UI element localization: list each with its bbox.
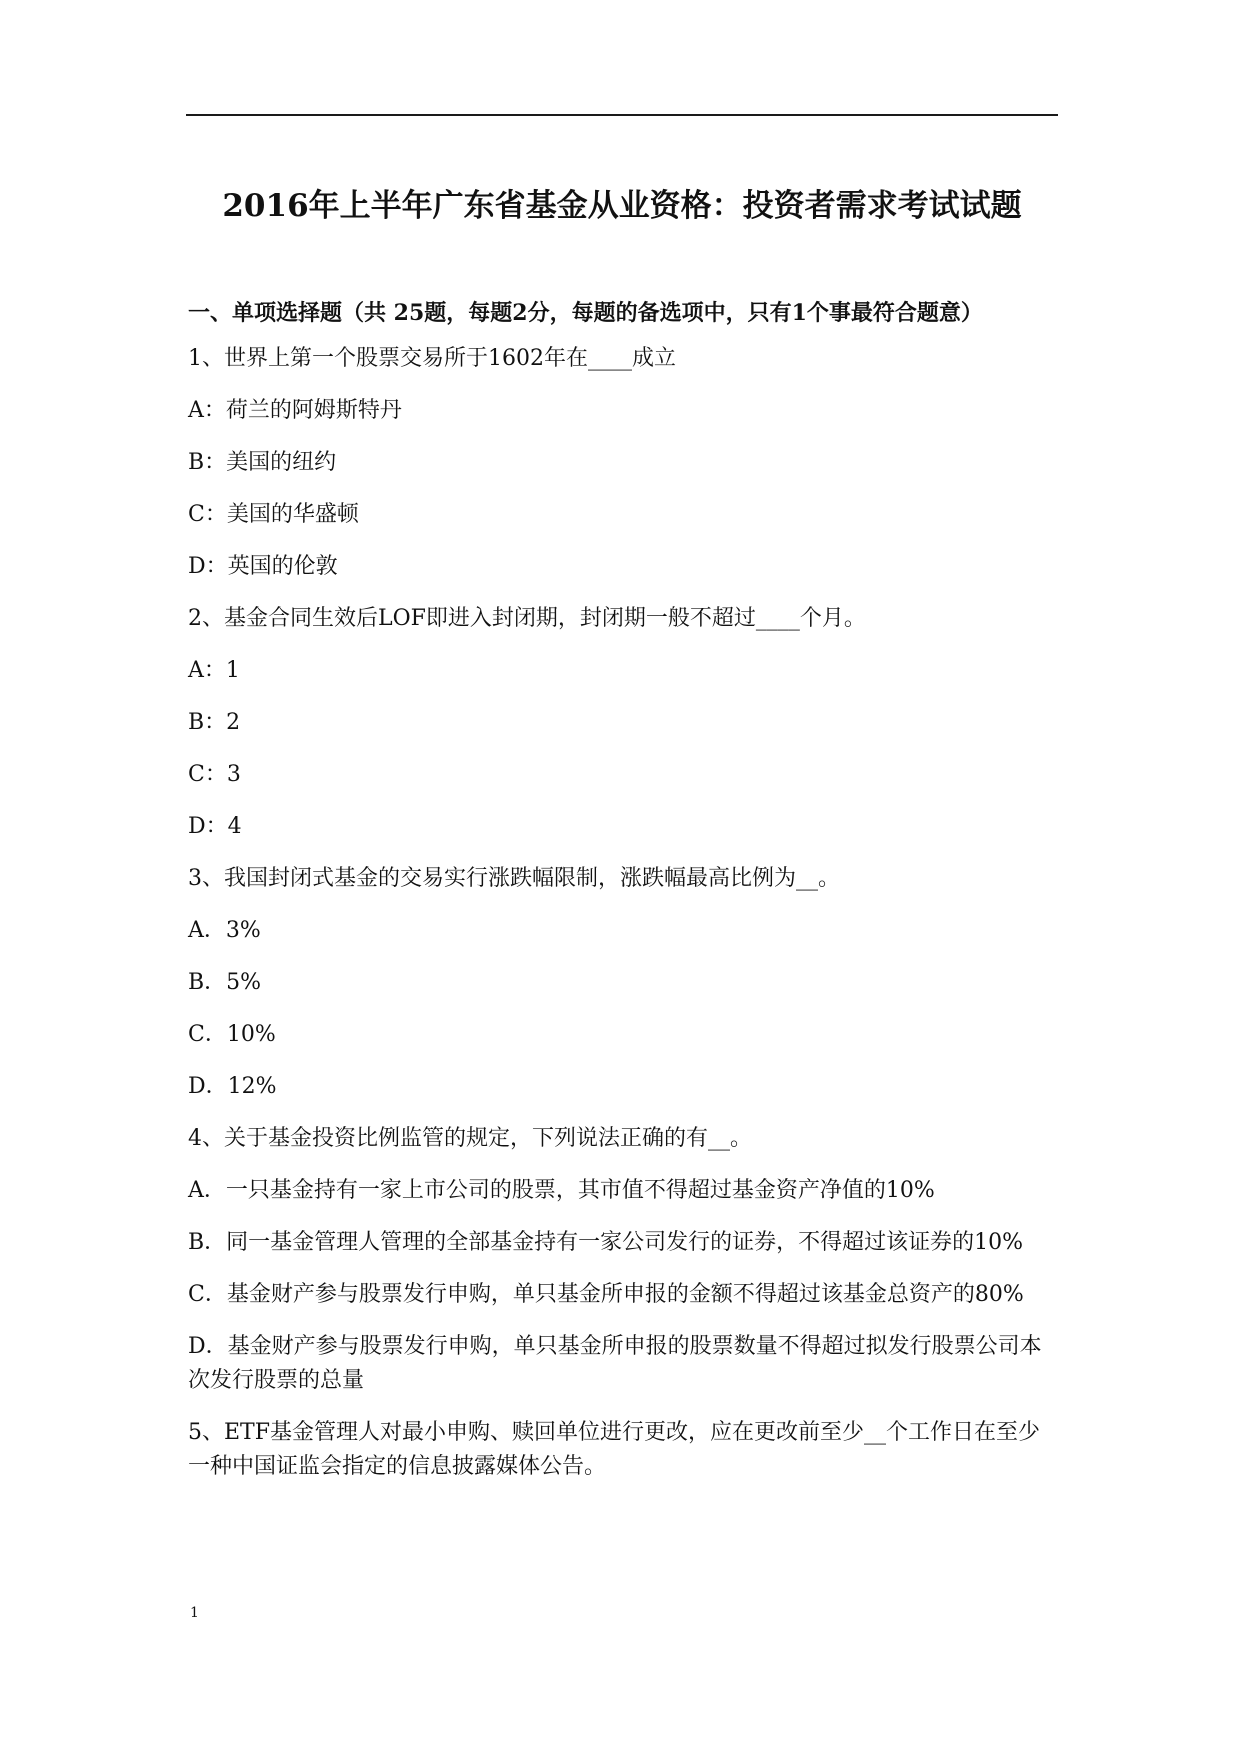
document-body <box>188 296 1056 1502</box>
question-1: 1、世界上第一个股票交易所于1602年在____成立 <box>188 346 676 371</box>
page-number: 1 <box>190 1605 199 1621</box>
question-1-option-c: C：美国的华盛顿 <box>188 502 359 527</box>
question-3-option-a: A．3% <box>188 918 261 943</box>
question-3-option-c: C．10% <box>188 1022 276 1047</box>
header-rule <box>186 114 1058 116</box>
question-5: 5、ETF基金管理人对最小申购、赎回单位进行更改，应在更改前至少__个工作日在至少一种中国证监会指定的信息披露媒体公告。 <box>188 1420 1040 1479</box>
section-heading: 一、单项选择题（共 25题，每题2分，每题的备选项中，只有1个事最符合题意） <box>188 300 983 326</box>
question-3-option-b: B．5% <box>188 970 262 995</box>
question-4: 4、关于基金投资比例监管的规定，下列说法正确的有__。 <box>188 1126 752 1151</box>
question-4-option-a: A．一只基金持有一家上市公司的股票，其市值不得超过基金资产净值的10% <box>188 1178 935 1203</box>
question-2-option-d: D：4 <box>188 814 242 839</box>
document-title: 2016年上半年广东省基金从业资格：投资者需求考试试题 <box>222 188 1022 224</box>
question-3: 3、我国封闭式基金的交易实行涨跌幅限制，涨跌幅最高比例为__。 <box>188 866 840 891</box>
question-2-option-a: A：1 <box>188 658 240 683</box>
question-1-option-d: D：英国的伦敦 <box>188 554 338 579</box>
question-4-option-d: D．基金财产参与股票发行申购，单只基金所申报的股票数量不得超过拟发行股票公司本次发行股票的总量 <box>188 1334 1042 1393</box>
question-1-option-b: B：美国的纽约 <box>188 450 337 475</box>
question-2-option-c: C：3 <box>188 762 241 787</box>
question-2: 2、基金合同生效后LOF即进入封闭期，封闭期一般不超过____个月。 <box>188 606 866 631</box>
question-2-option-b: B：2 <box>188 710 241 735</box>
question-3-option-d: D．12% <box>188 1074 277 1099</box>
question-4-option-b: B．同一基金管理人管理的全部基金持有一家公司发行的证券，不得超过该证券的10% <box>188 1230 1024 1255</box>
question-4-option-c: C．基金财产参与股票发行申购，单只基金所申报的金额不得超过该基金总资产的80% <box>188 1282 1024 1307</box>
question-1-option-a: A：荷兰的阿姆斯特丹 <box>188 398 402 423</box>
